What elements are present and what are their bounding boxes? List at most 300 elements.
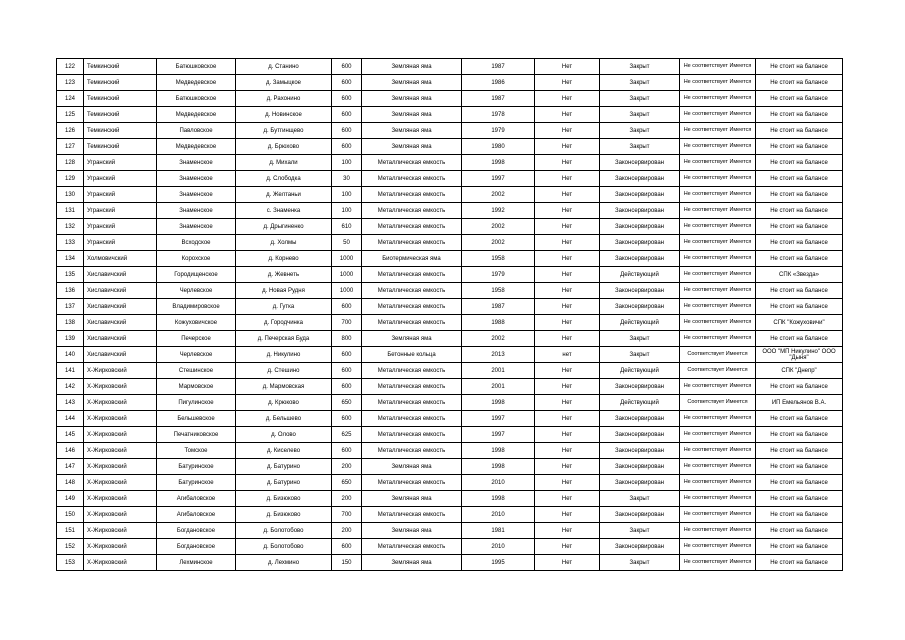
year-cell: 2002 xyxy=(462,219,535,235)
table-row xyxy=(57,107,843,123)
locality-cell: д. Слободка xyxy=(236,171,332,187)
district-cell: Темкинский xyxy=(84,75,157,91)
row-number-cell: 130 xyxy=(57,187,84,203)
table-row xyxy=(57,187,843,203)
table-row xyxy=(57,299,843,315)
row-number-cell: 143 xyxy=(57,395,84,411)
status-cell: Законсервирован xyxy=(600,459,680,475)
settlement-cell: Лехминское xyxy=(157,555,236,571)
locality-cell: д. Городчинка xyxy=(236,315,332,331)
year-cell: 1998 xyxy=(462,395,535,411)
licence-cell: Нет xyxy=(535,267,600,283)
licence-cell: Нет xyxy=(535,251,600,267)
licence-cell: Нет xyxy=(535,523,600,539)
settlement-cell: Агибаловское xyxy=(157,491,236,507)
compliance-cell: Не соответствует Имеется xyxy=(680,331,756,347)
year-cell: 1958 xyxy=(462,283,535,299)
storage-type-cell: Металлическая емкость xyxy=(362,427,462,443)
balance-holder-cell: Не стоит на балансе xyxy=(756,171,843,187)
compliance-cell: Не соответствует Имеется xyxy=(680,139,756,155)
row-number-cell: 149 xyxy=(57,491,84,507)
locality-cell: д. Батурино xyxy=(236,475,332,491)
year-cell: 1995 xyxy=(462,555,535,571)
row-number-cell: 129 xyxy=(57,171,84,187)
district-cell: Хиславичский xyxy=(84,347,157,363)
row-number-cell: 131 xyxy=(57,203,84,219)
table-row xyxy=(57,363,843,379)
capacity-cell: 150 xyxy=(332,555,362,571)
compliance-cell: Соответствует Имеется xyxy=(680,395,756,411)
compliance-cell: Не соответствует Имеется xyxy=(680,75,756,91)
capacity-cell: 600 xyxy=(332,123,362,139)
balance-holder-cell: Не стоит на балансе xyxy=(756,251,843,267)
storage-type-cell: Металлическая емкость xyxy=(362,283,462,299)
district-cell: Х-Жирковский xyxy=(84,539,157,555)
status-cell: Законсервирован xyxy=(600,379,680,395)
storage-type-cell: Металлическая емкость xyxy=(362,411,462,427)
settlement-cell: Печерское xyxy=(157,331,236,347)
storage-type-cell: Земляная яма xyxy=(362,123,462,139)
settlement-cell: Черлевское xyxy=(157,347,236,363)
locality-cell: д. Олово xyxy=(236,427,332,443)
row-number-cell: 125 xyxy=(57,107,84,123)
capacity-cell: 700 xyxy=(332,507,362,523)
locality-cell: д. Холмы xyxy=(236,235,332,251)
locality-cell: д. Жевнеть xyxy=(236,267,332,283)
balance-holder-cell: Не стоит на балансе xyxy=(756,411,843,427)
year-cell: 1979 xyxy=(462,267,535,283)
balance-holder-cell: Не стоит на балансе xyxy=(756,523,843,539)
year-cell: 1987 xyxy=(462,59,535,75)
locality-cell: д. Стешино xyxy=(236,363,332,379)
settlement-cell: Корохское xyxy=(157,251,236,267)
storage-type-cell: Металлическая емкость xyxy=(362,203,462,219)
licence-cell: Нет xyxy=(535,427,600,443)
district-cell: Х-Жирковский xyxy=(84,507,157,523)
district-cell: Х-Жирковский xyxy=(84,395,157,411)
compliance-cell: Не соответствует Имеется xyxy=(680,283,756,299)
licence-cell: Нет xyxy=(535,283,600,299)
balance-holder-cell: Не стоит на балансе xyxy=(756,123,843,139)
compliance-cell: Не соответствует Имеется xyxy=(680,379,756,395)
balance-holder-cell: ИП Емельянов В.А. xyxy=(756,395,843,411)
storage-type-cell: Земляная яма xyxy=(362,555,462,571)
licence-cell: Нет xyxy=(535,475,600,491)
table-row xyxy=(57,523,843,539)
storage-type-cell: Металлическая емкость xyxy=(362,443,462,459)
locality-cell: д. Желтаньи xyxy=(236,187,332,203)
balance-holder-cell: СПК «Звезда» xyxy=(756,267,843,283)
status-cell: Закрыт xyxy=(600,91,680,107)
row-number-cell: 148 xyxy=(57,475,84,491)
balance-holder-cell: СПК "Кожуховичи" xyxy=(756,315,843,331)
capacity-cell: 100 xyxy=(332,203,362,219)
status-cell: Действующий xyxy=(600,267,680,283)
locality-cell: д. Дрыгиненко xyxy=(236,219,332,235)
table-body xyxy=(57,59,843,571)
settlement-cell: Кожуховичское xyxy=(157,315,236,331)
compliance-cell: Не соответствует Имеется xyxy=(680,251,756,267)
row-number-cell: 147 xyxy=(57,459,84,475)
year-cell: 1998 xyxy=(462,155,535,171)
row-number-cell: 150 xyxy=(57,507,84,523)
locality-cell: д. Киселево xyxy=(236,443,332,459)
year-cell: 1998 xyxy=(462,491,535,507)
licence-cell: Нет xyxy=(535,219,600,235)
locality-cell: д. Бизюково xyxy=(236,491,332,507)
capacity-cell: 600 xyxy=(332,347,362,363)
row-number-cell: 137 xyxy=(57,299,84,315)
status-cell: Законсервирован xyxy=(600,171,680,187)
table-row xyxy=(57,395,843,411)
year-cell: 1997 xyxy=(462,427,535,443)
licence-cell: Нет xyxy=(535,299,600,315)
row-number-cell: 142 xyxy=(57,379,84,395)
district-cell: Х-Жирковский xyxy=(84,443,157,459)
compliance-cell: Не соответствует Имеется xyxy=(680,123,756,139)
locality-cell: с. Знаменка xyxy=(236,203,332,219)
compliance-cell: Не соответствует Имеется xyxy=(680,507,756,523)
compliance-cell: Не соответствует Имеется xyxy=(680,315,756,331)
storage-type-cell: Металлическая емкость xyxy=(362,539,462,555)
storage-type-cell: Земляная яма xyxy=(362,491,462,507)
locality-cell: д. Бизюково xyxy=(236,507,332,523)
settlement-cell: Батуринское xyxy=(157,459,236,475)
locality-cell: д. Брюхово xyxy=(236,139,332,155)
table-row xyxy=(57,443,843,459)
compliance-cell: Не соответствует Имеется xyxy=(680,459,756,475)
year-cell: 1992 xyxy=(462,203,535,219)
compliance-cell: Не соответствует Имеется xyxy=(680,187,756,203)
status-cell: Законсервирован xyxy=(600,411,680,427)
storage-type-cell: Земляная яма xyxy=(362,523,462,539)
balance-holder-cell: СПК "Днепр" xyxy=(756,363,843,379)
table-row xyxy=(57,427,843,443)
document-table xyxy=(56,58,843,571)
settlement-cell: Знаменское xyxy=(157,171,236,187)
licence-cell: Нет xyxy=(535,539,600,555)
row-number-cell: 123 xyxy=(57,75,84,91)
balance-holder-cell: Не стоит на балансе xyxy=(756,203,843,219)
compliance-cell: Не соответствует Имеется xyxy=(680,539,756,555)
storage-type-cell: Земляная яма xyxy=(362,75,462,91)
capacity-cell: 625 xyxy=(332,427,362,443)
district-cell: Х-Жирковский xyxy=(84,555,157,571)
compliance-cell: Не соответствует Имеется xyxy=(680,491,756,507)
year-cell: 2010 xyxy=(462,475,535,491)
row-number-cell: 132 xyxy=(57,219,84,235)
table-row xyxy=(57,347,843,363)
status-cell: Законсервирован xyxy=(600,443,680,459)
compliance-cell: Соответствует Имеется xyxy=(680,363,756,379)
district-cell: Х-Жирковский xyxy=(84,523,157,539)
licence-cell: Нет xyxy=(535,187,600,203)
district-cell: Угранский xyxy=(84,171,157,187)
compliance-cell: Не соответствует Имеется xyxy=(680,555,756,571)
compliance-cell: Не соответствует Имеется xyxy=(680,267,756,283)
status-cell: Законсервирован xyxy=(600,155,680,171)
status-cell: Закрыт xyxy=(600,331,680,347)
capacity-cell: 600 xyxy=(332,411,362,427)
table-row xyxy=(57,283,843,299)
district-cell: Темкинский xyxy=(84,123,157,139)
storage-type-cell: Металлическая емкость xyxy=(362,171,462,187)
district-cell: Хиславичский xyxy=(84,331,157,347)
capacity-cell: 600 xyxy=(332,443,362,459)
licence-cell: Нет xyxy=(535,395,600,411)
capacity-cell: 600 xyxy=(332,75,362,91)
capacity-cell: 200 xyxy=(332,523,362,539)
balance-holder-cell: Не стоит на балансе xyxy=(756,507,843,523)
table-row xyxy=(57,91,843,107)
capacity-cell: 700 xyxy=(332,315,362,331)
storage-type-cell: Металлическая емкость xyxy=(362,507,462,523)
table-row xyxy=(57,235,843,251)
licence-cell: Нет xyxy=(535,107,600,123)
district-cell: Х-Жирковский xyxy=(84,411,157,427)
status-cell: Закрыт xyxy=(600,139,680,155)
status-cell: Законсервирован xyxy=(600,235,680,251)
compliance-cell: Не соответствует Имеется xyxy=(680,299,756,315)
year-cell: 1978 xyxy=(462,107,535,123)
year-cell: 1998 xyxy=(462,459,535,475)
settlement-cell: Агибаловское xyxy=(157,507,236,523)
balance-holder-cell: ООО "МП Никулино" ООО "Дыня" xyxy=(756,347,843,363)
settlement-cell: Богдановское xyxy=(157,523,236,539)
row-number-cell: 136 xyxy=(57,283,84,299)
table-row xyxy=(57,555,843,571)
district-cell: Хиславичский xyxy=(84,283,157,299)
district-cell: Х-Жирковский xyxy=(84,363,157,379)
settlement-cell: Павловское xyxy=(157,123,236,139)
settlement-cell: Медведевское xyxy=(157,107,236,123)
status-cell: Законсервирован xyxy=(600,203,680,219)
district-cell: Х-Жирковский xyxy=(84,475,157,491)
row-number-cell: 124 xyxy=(57,91,84,107)
status-cell: Закрыт xyxy=(600,523,680,539)
status-cell: Законсервирован xyxy=(600,475,680,491)
table-row xyxy=(57,251,843,267)
settlement-cell: Бельшевское xyxy=(157,411,236,427)
balance-holder-cell: Не стоит на балансе xyxy=(756,283,843,299)
row-number-cell: 133 xyxy=(57,235,84,251)
licence-cell: Нет xyxy=(535,171,600,187)
status-cell: Закрыт xyxy=(600,555,680,571)
storage-type-cell: Металлическая емкость xyxy=(362,155,462,171)
year-cell: 2010 xyxy=(462,539,535,555)
status-cell: Законсервирован xyxy=(600,539,680,555)
settlement-cell: Знаменское xyxy=(157,219,236,235)
row-number-cell: 153 xyxy=(57,555,84,571)
licence-cell: Нет xyxy=(535,507,600,523)
row-number-cell: 144 xyxy=(57,411,84,427)
locality-cell: д. Станино xyxy=(236,59,332,75)
district-cell: Холмовичский xyxy=(84,251,157,267)
licence-cell: Нет xyxy=(535,139,600,155)
capacity-cell: 200 xyxy=(332,491,362,507)
storage-type-cell: Металлическая емкость xyxy=(362,363,462,379)
storage-type-cell: Земляная яма xyxy=(362,331,462,347)
locality-cell: д. Замыцкое xyxy=(236,75,332,91)
capacity-cell: 610 xyxy=(332,219,362,235)
settlement-cell: Знаменское xyxy=(157,203,236,219)
settlement-cell: Городищенское xyxy=(157,267,236,283)
status-cell: Действующий xyxy=(600,315,680,331)
settlement-cell: Пигулинское xyxy=(157,395,236,411)
storage-type-cell: Земляная яма xyxy=(362,91,462,107)
status-cell: Действующий xyxy=(600,395,680,411)
storage-type-cell: Металлическая емкость xyxy=(362,475,462,491)
balance-holder-cell: Не стоит на балансе xyxy=(756,475,843,491)
balance-holder-cell: Не стоит на балансе xyxy=(756,155,843,171)
district-cell: Хиславичский xyxy=(84,267,157,283)
capacity-cell: 600 xyxy=(332,107,362,123)
balance-holder-cell: Не стоит на балансе xyxy=(756,139,843,155)
row-number-cell: 152 xyxy=(57,539,84,555)
year-cell: 1988 xyxy=(462,315,535,331)
table-row xyxy=(57,507,843,523)
locality-cell: д. Корнево xyxy=(236,251,332,267)
table-row xyxy=(57,123,843,139)
district-cell: Х-Жирковский xyxy=(84,491,157,507)
compliance-cell: Не соответствует Имеется xyxy=(680,171,756,187)
status-cell: Законсервирован xyxy=(600,219,680,235)
row-number-cell: 146 xyxy=(57,443,84,459)
row-number-cell: 134 xyxy=(57,251,84,267)
storage-type-cell: Металлическая емкость xyxy=(362,267,462,283)
district-cell: Х-Жирковский xyxy=(84,427,157,443)
compliance-cell: Не соответствует Имеется xyxy=(680,443,756,459)
licence-cell: Нет xyxy=(535,59,600,75)
locality-cell: д. Болотобово xyxy=(236,523,332,539)
compliance-cell: Не соответствует Имеется xyxy=(680,235,756,251)
status-cell: Законсервирован xyxy=(600,427,680,443)
table-row xyxy=(57,155,843,171)
row-number-cell: 128 xyxy=(57,155,84,171)
year-cell: 2013 xyxy=(462,347,535,363)
district-cell: Угранский xyxy=(84,203,157,219)
settlement-cell: Батюшковское xyxy=(157,91,236,107)
licence-cell: Нет xyxy=(535,459,600,475)
balance-holder-cell: Не стоит на балансе xyxy=(756,107,843,123)
compliance-cell: Не соответствует Имеется xyxy=(680,475,756,491)
storage-type-cell: Металлическая емкость xyxy=(362,187,462,203)
locality-cell: д. Крюково xyxy=(236,395,332,411)
settlement-cell: Медведевское xyxy=(157,139,236,155)
storage-type-cell: Земляная яма xyxy=(362,139,462,155)
settlement-cell: Мармовское xyxy=(157,379,236,395)
licence-cell: Нет xyxy=(535,363,600,379)
settlement-cell: Стешинское xyxy=(157,363,236,379)
status-cell: Действующий xyxy=(600,363,680,379)
table-row xyxy=(57,379,843,395)
table-row xyxy=(57,267,843,283)
table-row xyxy=(57,59,843,75)
district-cell: Х-Жирковский xyxy=(84,459,157,475)
settlement-cell: Знаменское xyxy=(157,187,236,203)
table-row xyxy=(57,219,843,235)
storage-type-cell: Бетонные кольца xyxy=(362,347,462,363)
capacity-cell: 600 xyxy=(332,59,362,75)
compliance-cell: Не соответствует Имеется xyxy=(680,59,756,75)
status-cell: Закрыт xyxy=(600,75,680,91)
status-cell: Закрыт xyxy=(600,491,680,507)
balance-holder-cell: Не стоит на балансе xyxy=(756,427,843,443)
compliance-cell: Не соответствует Имеется xyxy=(680,411,756,427)
locality-cell: д. Новинское xyxy=(236,107,332,123)
locality-cell: д. Никулино xyxy=(236,347,332,363)
locality-cell: д. Лехмино xyxy=(236,555,332,571)
year-cell: 1997 xyxy=(462,171,535,187)
district-cell: Угранский xyxy=(84,187,157,203)
table-row xyxy=(57,139,843,155)
status-cell: Законсервирован xyxy=(600,251,680,267)
year-cell: 1980 xyxy=(462,139,535,155)
licence-cell: Нет xyxy=(535,91,600,107)
row-number-cell: 140 xyxy=(57,347,84,363)
status-cell: Закрыт xyxy=(600,107,680,123)
locality-cell: д. Бельшево xyxy=(236,411,332,427)
locality-cell: д. Рахонино xyxy=(236,91,332,107)
settlement-cell: Печатниковское xyxy=(157,427,236,443)
row-number-cell: 141 xyxy=(57,363,84,379)
balance-holder-cell: Не стоит на балансе xyxy=(756,187,843,203)
year-cell: 2002 xyxy=(462,187,535,203)
storage-type-cell: Металлическая емкость xyxy=(362,299,462,315)
district-cell: Хиславичский xyxy=(84,299,157,315)
table-row xyxy=(57,75,843,91)
district-cell: Угранский xyxy=(84,155,157,171)
capacity-cell: 100 xyxy=(332,187,362,203)
table-row xyxy=(57,491,843,507)
locality-cell: д. Новая Рудня xyxy=(236,283,332,299)
table-row xyxy=(57,331,843,347)
licence-cell: Нет xyxy=(535,75,600,91)
licence-cell: Нет xyxy=(535,331,600,347)
storage-type-cell: Металлическая емкость xyxy=(362,235,462,251)
row-number-cell: 151 xyxy=(57,523,84,539)
year-cell: 1987 xyxy=(462,299,535,315)
licence-cell: Нет xyxy=(535,203,600,219)
capacity-cell: 1000 xyxy=(332,283,362,299)
licence-cell: Нет xyxy=(535,315,600,331)
table-row xyxy=(57,171,843,187)
capacity-cell: 50 xyxy=(332,235,362,251)
row-number-cell: 122 xyxy=(57,59,84,75)
settlement-cell: Медведевское xyxy=(157,75,236,91)
capacity-cell: 100 xyxy=(332,155,362,171)
storage-type-cell: Металлическая емкость xyxy=(362,315,462,331)
row-number-cell: 135 xyxy=(57,267,84,283)
table-row xyxy=(57,203,843,219)
locality-cell: д. Болотобово xyxy=(236,539,332,555)
row-number-cell: 138 xyxy=(57,315,84,331)
status-cell: Законсервирован xyxy=(600,283,680,299)
compliance-cell: Соответствует Имеется xyxy=(680,347,756,363)
compliance-cell: Не соответствует Имеется xyxy=(680,155,756,171)
settlement-cell: Черлевское xyxy=(157,283,236,299)
balance-holder-cell: Не стоит на балансе xyxy=(756,491,843,507)
capacity-cell: 600 xyxy=(332,139,362,155)
year-cell: 2002 xyxy=(462,235,535,251)
year-cell: 1998 xyxy=(462,443,535,459)
balance-holder-cell: Не стоит на балансе xyxy=(756,91,843,107)
balance-holder-cell: Не стоит на балансе xyxy=(756,539,843,555)
year-cell: 1981 xyxy=(462,523,535,539)
year-cell: 2001 xyxy=(462,379,535,395)
status-cell: Закрыт xyxy=(600,123,680,139)
district-cell: Темкинский xyxy=(84,91,157,107)
